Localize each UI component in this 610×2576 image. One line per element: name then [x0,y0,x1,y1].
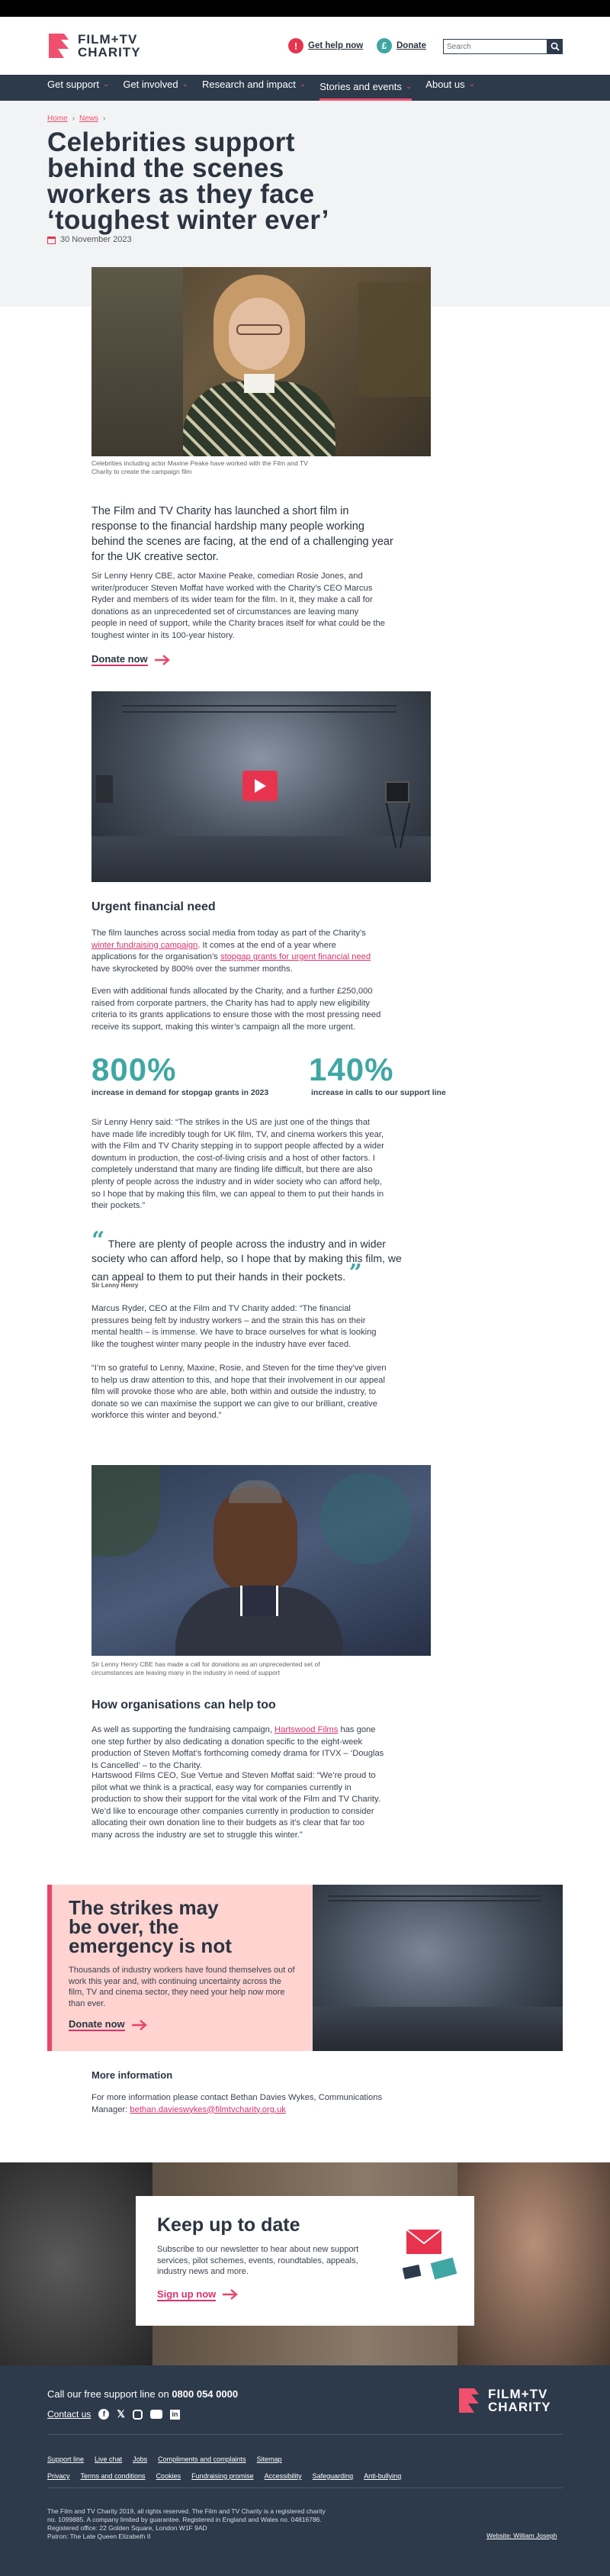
legal-line: no. 1099885. A company limited by guarantee. Registered in England and Wales no. 04816786. [47,2516,322,2523]
stat-label: increase in demand for stopgap grants in 2023 [92,1088,269,1097]
chevron-down-icon: ⌄ [468,80,476,89]
quote-author: Sir Lenny Henry [92,1282,139,1289]
article-lead: The Film and TV Charity has launched a short film in response to the financial hardship many people working behind the scenes are facing, at the end of a challenging year for the UK creative sector. [92,505,393,563]
logo-line-2: CHARITY [78,45,141,60]
quote-open-icon: “ [92,1227,105,1254]
article-paragraph: Even with additional funds allocated by the Charity, and a further £250,000 raised from corporate partners, the Charity has had to apply new eligibility criteria to its grants applications to ensure those with the most pressing need receive its support, making this winter’s campaign all the more urgent. [92,987,381,1032]
donate-link[interactable] [377,38,426,53]
footer-divider [47,2434,563,2435]
footer-link[interactable]: Compliments and complaints [158,2455,246,2463]
support-phone[interactable]: 0800 054 0000 [172,2388,239,2400]
strikes-banner [47,1885,563,2051]
article-paragraph: “I’m so grateful to Lenny, Maxine, Rosie, and Steven for the time they’ve given to help us draw attention to this, and hope that their involvement in our appeal film will provoke those who are able, both within and outside the industry, to donate so we can maximise the support we can give to our brilliant, creative workforce this winter and beyond.” [92,1364,387,1421]
stat-value: 800% [92,1051,177,1087]
strikes-title-line: emergency is not [69,1934,232,1957]
stat-value: 140% [309,1051,394,1087]
strikes-title-line: The strikes may [69,1896,219,1919]
logo-line-1: FILM+TV [488,2387,548,2401]
alert-icon: ! [288,38,303,53]
quote-text: There are plenty of people across the industry and in wider society who can afford help, so I hope that by making this film, we can appeal to them to put their hands in their pockets. [92,1238,402,1283]
nav-stories-events[interactable] [319,75,412,101]
arrow-right-icon [131,2019,148,2031]
nav-get-support[interactable] [47,75,109,101]
play-button[interactable] [242,771,278,801]
strikes-panel [47,1885,313,2051]
facebook-icon[interactable]: f [98,2409,109,2420]
image-caption: Sir Lenny Henry CBE has made a call for donations as an unprecedented set of circumstances are leaving many in the industry in need of support [92,1660,320,1676]
search-icon [551,42,560,51]
footer-link[interactable]: Support line [47,2455,85,2463]
page-title [47,127,551,235]
contact-email-link[interactable]: bethan.davieswykes@filmtvcharity.org.uk [130,2104,286,2114]
site-logo[interactable] [47,32,141,60]
newsletter-heading: Keep up to date [157,2214,300,2236]
section-heading: How organisations can help too [92,1699,276,1711]
footer-links-1 [47,2455,282,2463]
more-info-heading: More information [92,2069,173,2081]
studio-image [313,1885,563,2051]
nav-get-involved[interactable] [123,75,188,101]
text-run: have skyrocketed by 800% over the summer months. [92,964,293,974]
date-text: 30 November 2023 [60,235,132,244]
strikes-donate-link[interactable] [69,2018,296,2031]
search-form [443,39,563,54]
browser-top-bar [0,0,610,17]
sign-up-label: Sign up now [157,2288,217,2300]
logo-line-2: CHARITY [488,2400,551,2414]
footer-link[interactable]: Live chat [95,2455,123,2463]
arrow-right-icon [154,654,171,666]
footer-link[interactable]: Terms and conditions [80,2472,146,2480]
nav-label: About us [425,79,465,90]
play-icon [253,778,267,794]
footer-logo[interactable] [458,2387,551,2414]
lenny-henry-image [92,1465,431,1656]
x-twitter-icon[interactable]: 𝕏 [117,2408,125,2420]
article-paragraph: Sir Lenny Henry said: “The strikes in the US are just one of the things that have made life incredibly tough for UK film, TV, and cinema workers this year, with the Film and TV Charity stepping in to support people affected by a wider downturn in production, the cost-of-living crisis and a host of other factors. I completely understand that many are finding life difficult, but there are also plenty of people across the industry and in wider society who can afford help, so I hope that by making this film, we can appeal to them to put their hands in their pockets.” [92,1118,384,1211]
chevron-down-icon: ⌄ [299,80,307,89]
footer-link[interactable]: Sitemap [256,2455,282,2463]
nav-label: Research and impact [201,79,296,90]
contact-us-link[interactable]: Contact us [47,2409,92,2420]
nav-research-impact[interactable] [202,75,306,101]
footer-link[interactable]: Anti-bullying [364,2472,402,2480]
campaign-video[interactable] [92,691,431,882]
stopgap-grants-link[interactable]: stopgap grants for urgent financial need [220,952,371,962]
quote-close-icon: ” [348,1260,362,1286]
hero-image [92,267,431,456]
sign-up-link[interactable] [157,2288,453,2301]
youtube-icon[interactable] [150,2410,162,2419]
calendar-icon [47,236,56,244]
instagram-icon[interactable] [133,2410,143,2420]
title-line: Celebrities support [47,127,295,157]
chevron-down-icon: ⌄ [181,80,188,89]
newsletter-card [136,2196,474,2326]
search-input[interactable] [443,39,547,54]
title-line: workers as they face [47,179,315,209]
breadcrumb-home[interactable]: Home [47,114,68,123]
nav-label: Get support [47,79,99,90]
footer-link[interactable]: Cookies [156,2472,181,2480]
linkedin-icon[interactable]: in [170,2410,180,2420]
breadcrumb-news[interactable]: News [79,114,99,123]
section-heading: Urgent financial need [92,900,216,913]
main-nav [0,75,610,101]
article-paragraph [92,1724,385,1772]
logo-line-1: FILM+TV [78,32,138,47]
support-line [47,2388,238,2400]
footer-contact-row [47,2408,180,2420]
stat-label: increase in calls to our support line [311,1088,446,1097]
donate-now-label: Donate now [92,653,148,665]
text-run: For more information please contact Bethan Davies Wykes, Communications Manager: [92,2093,383,2114]
article-paragraph: Marcus Ryder, CEO at the Film and TV Charity added: “The financial pressures being felt by industry workers – and the strain this has on their mental health – is immense. We have to brace ourselves for what is looking like the toughest winter many people in the industry have ever faced. [92,1304,377,1349]
footer-divider [47,2487,563,2488]
donate-now-link[interactable] [92,653,171,666]
title-line: behind the scenes [47,153,284,183]
logo-mark-icon [47,32,70,60]
envelopes-icon [399,2227,460,2288]
image-caption: Celebrities including actor Maxine Peake have worked with the Film and TV Charity to create the campaign film [92,459,308,475]
legal-line: Patron: The Late Queen Elizabeth II [47,2533,151,2540]
text-run: The film launches across social media from today as part of the Charity’s [92,929,366,938]
strikes-text: Thousands of industry workers have found themselves out of work this year and, with continuing uncertainty across the film, TV and cinema sector, they need your help now more than ever. [69,1966,295,2008]
article-paragraph: Hartswood Films CEO, Sue Vertue and Steven Moffat said: “We’re proud to pilot what we think is a practical, easy way for companies currently in production to show their support for the vital work of the Film and TV Charity. We’d like to encourage other companies currently in production to consider allocating their own donation line to their budgets as it’s clear that far too many across the industry are set to struggle this winter.” [92,1771,380,1840]
footer-link[interactable]: Jobs [133,2455,148,2463]
get-help-link[interactable] [288,38,363,53]
pound-icon: £ [377,38,392,53]
chevron-right-icon: › [103,114,106,123]
text-run: As well as supporting the fundraising campaign, [92,1725,275,1734]
site-footer [0,2365,610,2576]
breadcrumb [47,114,105,123]
article-paragraph: Sir Lenny Henry CBE, actor Maxine Peake, comedian Rosie Jones, and writer/producer Steven Moffat have worked with the Charity’s CEO Marcus Ryder and members of its wider team for the film. In it, they make a call for donations as an unprecedented set of circumstances are leaving many people in need of support, while the Charity braces itself for what could be the toughest winter in its 100-year history. [92,572,385,640]
title-line: ‘toughest winter ever’ [47,205,329,235]
footer-link[interactable]: Fundraising promise [191,2472,254,2480]
arrow-right-icon [222,2288,239,2301]
newsletter-text: Subscribe to our newsletter to hear about new support services, pilot schemes, events, roundtables, appeals, industry news and more. [157,2245,359,2276]
search-button[interactable] [547,39,563,54]
donate-now-label: Donate now [69,2018,125,2030]
winter-campaign-link[interactable]: winter fundraising campaign [92,940,198,950]
hartswood-films-link[interactable]: Hartswood Films [274,1725,339,1734]
footer-link[interactable]: Safeguarding [312,2472,354,2480]
article-date [47,235,132,244]
chevron-right-icon: › [72,114,75,123]
nav-label: Get involved [123,79,178,90]
footer-links-2 [47,2472,401,2480]
chevron-down-icon: ⌄ [102,80,110,89]
text-run: . It comes at the end of a year where applications for the organisation’s [92,940,336,962]
more-info-text [92,2092,396,2116]
nav-about-us[interactable] [425,75,475,101]
strikes-title [69,1898,296,1956]
footer-legal [47,2507,326,2541]
footer-link[interactable]: Accessibility [264,2472,302,2480]
donate-label: Donate [396,41,426,50]
text-run: Call our free support line on [47,2388,172,2400]
site-header [0,17,610,75]
legal-line: The Film and TV Charity 2019, all rights reserved. The Film and TV Charity is a registered charity [47,2507,326,2515]
get-help-label: Get help now [308,41,364,50]
logo-mark-icon [458,2387,480,2414]
strikes-title-line: be over, the [69,1915,179,1938]
text-run: has gone one step further by also dedicating a donation specific to the eight-week production of Steven Moffat’s forthcoming comedy drama for ITVX – ‘Douglas Is Cancelled’ – to the Charity. [92,1725,384,1770]
nav-label: Stories and events [319,81,402,92]
website-credit-link[interactable]: Website: William Joseph [486,2532,557,2539]
legal-line: Registered office: 22 Golden Square, London W1F 9AD [47,2524,207,2532]
chevron-down-icon: ⌄ [405,82,413,91]
article-paragraph [92,928,381,975]
footer-link[interactable]: Privacy [47,2472,70,2480]
